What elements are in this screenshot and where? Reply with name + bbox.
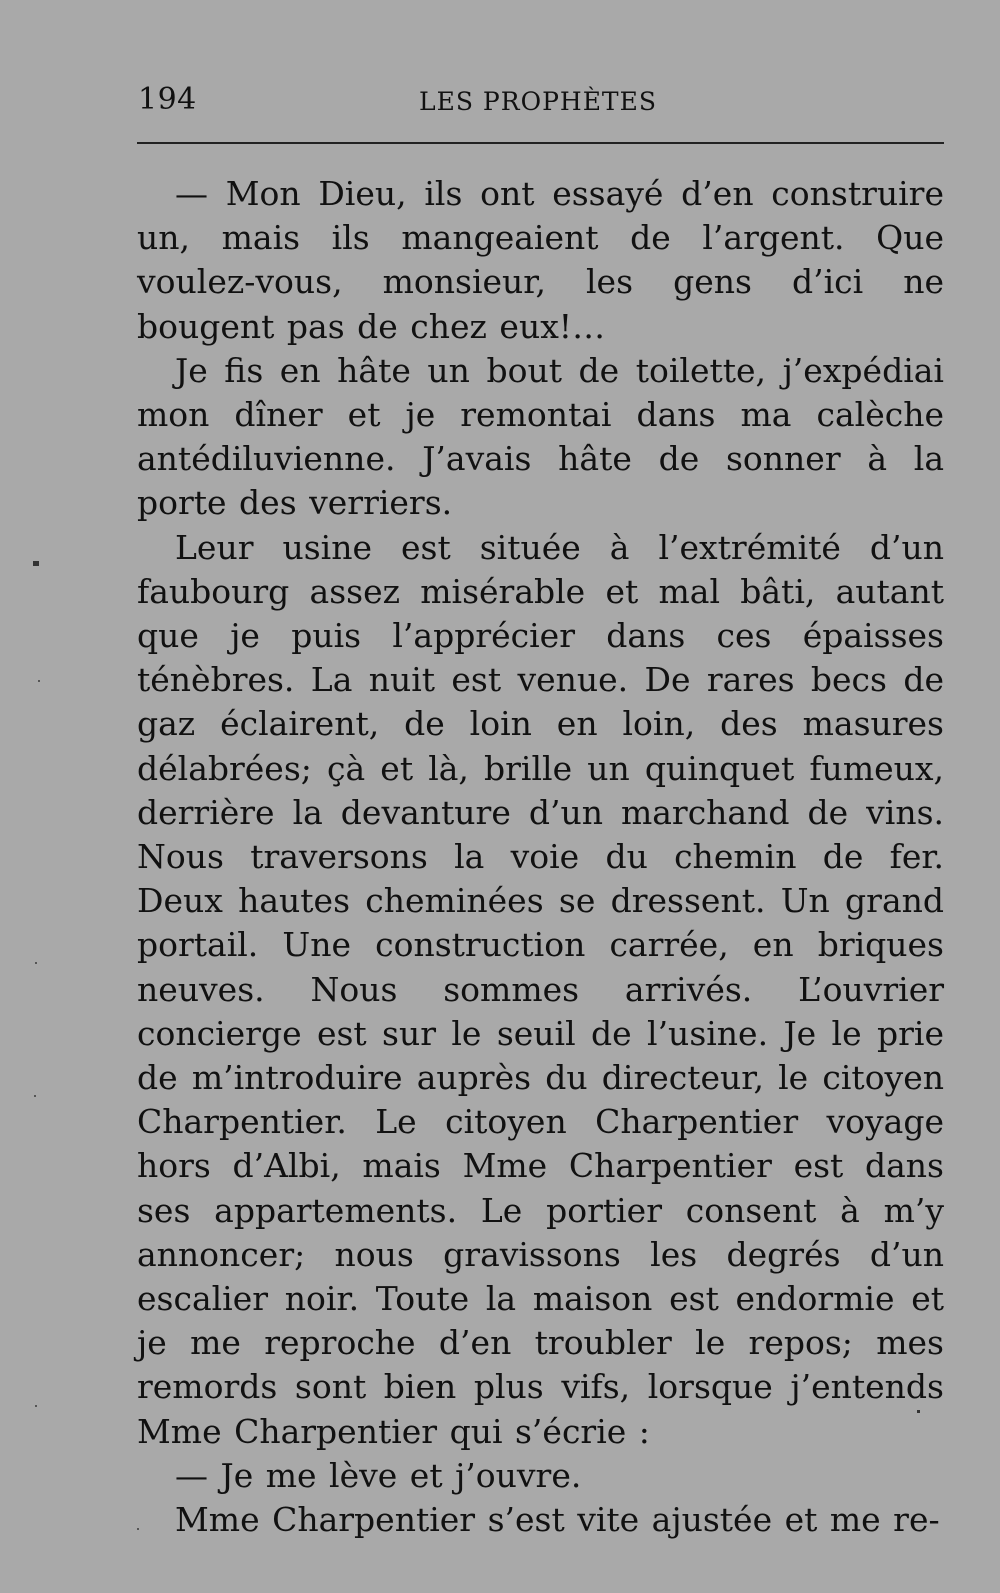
- running-title: LES PROPHÈTES: [419, 87, 657, 116]
- speck: [33, 561, 39, 566]
- paragraph: Je fis en hâte un bout de toilette, j’expédiai mon dîner et je remontai dans ma calèche antédiluvienne. J’avais hâte de sonner à la porte des verriers.: [137, 350, 944, 523]
- header-rule: [137, 142, 944, 144]
- paragraph: — Mon Dieu, ils ont essayé d’en construire un, mais ils mangeaient de l’argent. Que voulez-vous, monsieur, les gens d’ici ne bougent pas de chez eux!…: [137, 174, 944, 346]
- body-text: [137, 172, 944, 1542]
- page-number: 194: [138, 82, 197, 117]
- paragraph: Mme Charpentier s’est vite ajustée et me re-: [175, 1500, 940, 1540]
- paragraph: — Je me lève et j’ouvre.: [175, 1455, 582, 1495]
- paragraph: Leur usine est située à l’extrémité d’un faubourg assez misérable et mal bâti, autant que je puis l’apprécier dans ces épaisses ténèbres. La nuit est venue. De rares becs de gaz éclairent, de loin en loin, des masures délabrées; çà et là, brille un quinquet fumeux, derrière la devanture d’un marchand de vins. Nous traversons la voie du chemin de fer. Deux hautes cheminées se dressent. Un grand portail. Une construction carrée, en briques neuves. Nous sommes arrivés. L’ouvrier concierge est sur le seuil de l’usine. Je le prie de m’introduire auprès du directeur, le citoyen Charpentier. Le citoyen Charpentier voyage hors d’Albi, mais Mme Charpentier est dans ses appartements. Le portier consent à m’y annoncer; nous gravissons les degrés d’un escalier noir. Toute la maison est endormie et je me reproche d’en troubler le repos; mes remords sont bien plus vifs, lorsque j’entends Mme Charpentier qui s’écrie :: [137, 527, 944, 1451]
- speck: [35, 962, 37, 964]
- page-header: [138, 80, 944, 120]
- speck: [35, 1405, 37, 1407]
- speck: [34, 1095, 36, 1097]
- speck: [38, 680, 40, 682]
